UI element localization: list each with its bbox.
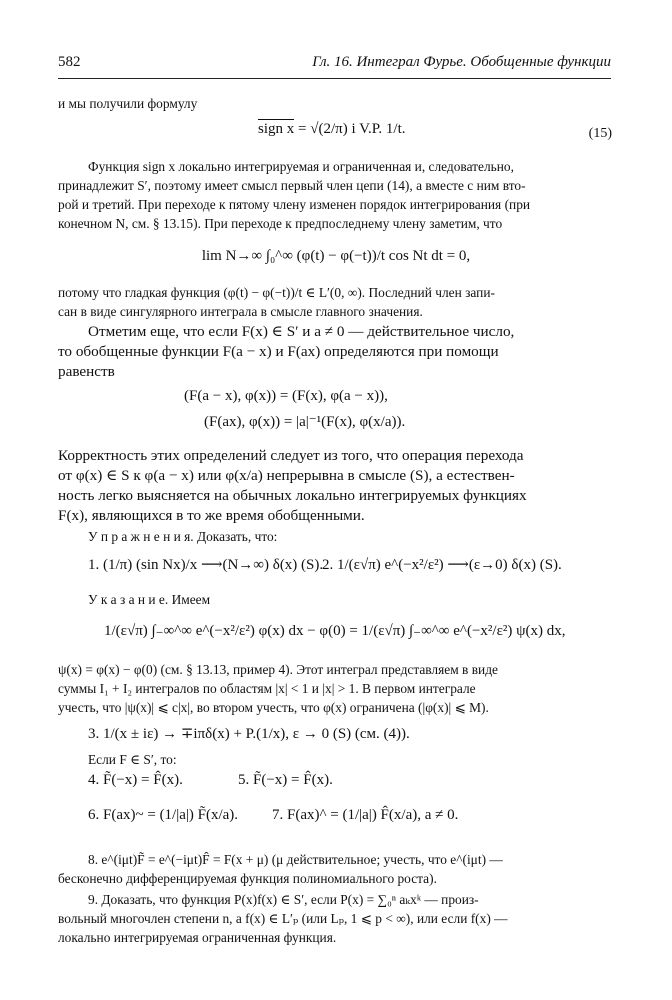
hint-equation: 1/(ε√π) ∫₋∞^∞ e^(−x²/ε²) φ(x) dx − φ(0) = 1/(ε√π) ∫₋∞^∞ e^(−x²/ε²) ψ(x) dx, [104,623,566,639]
text-line: рой и третий. При переходе к пятому члену изменен порядок интегрирования (при [58,197,531,212]
text-line: Корректность этих определений следует из того, что операция перехода [58,447,524,464]
text-line: Функция sign x локально интегрируемая и ограниченная и, следовательно, [88,159,514,174]
exercise-6: 6. F(ax)~ = (1/|a|) F̃(x/a). [88,807,239,823]
equation-15-rhs: = √(2/π) i V.P. 1/t. [298,121,406,137]
text-line: Если F ∈ S′, то: [88,752,177,767]
exercise-1: 1. (1/π) (sin Nx)/x ⟶(N→∞) δ(x) (S). [88,557,324,573]
exercise-8: 8. e^(iμt)F̃ = e^(−iμt)F̂ = F(x + μ) (μ действительное; учесть, что e^(iμt) — [88,852,503,867]
text-line: ψ(x) = φ(x) − φ(0) (см. § 13.13, пример 4). Этот интеграл представляем в виде [58,662,498,677]
text-line: Отметим еще, что если F(x) ∈ S′ и a ≠ 0 — действительное число, [88,323,515,340]
hint-heading: У к а з а н и е. Имеем [88,592,211,607]
exercise-4: 4. F̃(−x) = F̂(x). [88,772,183,788]
text-line: конечном N, см. § 13.15). При переходе к предпоследнему члену заметим, что [58,216,503,231]
text-line: F(x), являющихся в то же время обобщенными. [58,507,365,524]
exercise-2: 2. 1/(ε√π) e^(−x²/ε²) ⟶(ε→0) δ(x) (S). [322,557,562,573]
text-line: от φ(x) ∈ S к φ(a − x) или φ(x/a) непрерывна в смысле (S), а естествен- [58,467,515,484]
running-header [58,52,611,79]
equation-15 [258,120,406,138]
exercise-3: 3. 1/(x ± iε) → ∓iπδ(x) + P.(1/x), ε → 0 (S) (см. (4)). [88,726,410,742]
definition-equation-2: (F(ax), φ(x)) = |a|⁻¹(F(x), φ(x/a)). [204,414,406,430]
text-line: локально интегрируемая ограниченная функция. [58,930,337,945]
text-line: сан в виде сингулярного интеграла в смысле главного значения. [58,304,423,319]
definition-equation-1: (F(a − x), φ(x)) = (F(x), φ(a − x)), [184,388,388,404]
text-line: ность легко выясняется на обычных локально интегрируемых функциях [58,487,527,504]
exercises-heading: У п р а ж н е н и я. Доказать, что: [88,529,278,544]
equation-15-lhs: sign x [258,121,295,137]
limit-equation: lim N→∞ ∫₀^∞ (φ(t) − φ(−t))/t cos Nt dt = 0, [201,248,471,264]
exercise-7: 7. F(ax)^ = (1/|a|) F̂(x/a), a ≠ 0. [272,807,459,823]
running-title: Гл. 16. Интеграл Фурье. Обобщенные функции [312,54,611,70]
text-line: суммы I₁ + I₂ интегралов по областям |x| < 1 и |x| > 1. В первом интеграле [58,681,476,696]
text-line: равенств [58,363,115,380]
text-line: 9. Доказать, что функция P(x)f(x) ∈ S′, если P(x) = ∑₀ⁿ aₖxᵏ — произ- [88,892,479,907]
text-line: бесконечно дифференцируемая функция полиномиального роста). [58,871,437,886]
text-line: учесть, что |ψ(x)| ⩽ c|x|, во втором учесть, что φ(x) ограничена (|φ(x)| ⩽ M). [58,700,489,715]
text-line: потому что гладкая функция (φ(t) − φ(−t))/t ∈ L′(0, ∞). Последний член запи- [58,285,495,300]
text-line: и мы получили формулу [58,96,198,111]
text-line: то обобщенные функции F(a − x) и F(ax) определяются при помощи [58,343,499,360]
page-number: 582 [58,54,81,70]
equation-number: (15) [588,126,612,141]
text-line: принадлежит S′, поэтому имеет смысл первый член цепи (14), а вместе с ним вто- [58,178,526,193]
text-line: вольный многочлен степени n, а f(x) ∈ L′ₚ (или Lₚ, 1 ⩽ p < ∞), или если f(x) — [58,911,508,926]
exercise-5: 5. F̃(−x) = F̂(x). [238,772,333,788]
